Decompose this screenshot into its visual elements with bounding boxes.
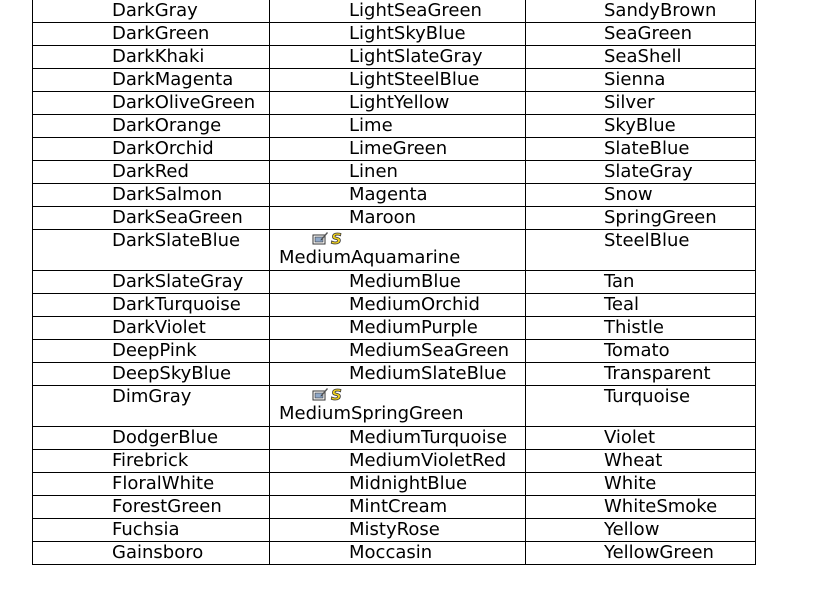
table-row bbox=[33, 23, 756, 46]
table-row bbox=[33, 519, 756, 542]
table-cell bbox=[270, 230, 526, 271]
table-row bbox=[33, 0, 756, 23]
table-row bbox=[33, 363, 756, 386]
color-names-table bbox=[32, 0, 756, 565]
cell-icons bbox=[279, 386, 525, 404]
table-cell: White bbox=[526, 473, 756, 496]
table-cell: DarkOrchid bbox=[33, 138, 270, 161]
table-cell bbox=[270, 386, 526, 427]
table-row bbox=[33, 69, 756, 92]
table-cell: SeaGreen bbox=[526, 23, 756, 46]
table-cell: Turquoise bbox=[526, 386, 756, 427]
table-cell: DimGray bbox=[33, 386, 270, 427]
table-cell: FloralWhite bbox=[33, 473, 270, 496]
table-cell: Magenta bbox=[270, 184, 526, 207]
table-cell: DarkSlateBlue bbox=[33, 230, 270, 271]
table-cell: LightSeaGreen bbox=[270, 0, 526, 23]
table-cell: Teal bbox=[526, 294, 756, 317]
table-cell: Tan bbox=[526, 271, 756, 294]
table-cell: DarkRed bbox=[33, 161, 270, 184]
table-cell: ForestGreen bbox=[33, 496, 270, 519]
table-cell: Maroon bbox=[270, 207, 526, 230]
table-row bbox=[33, 473, 756, 496]
table-row bbox=[33, 386, 756, 427]
table-row bbox=[33, 115, 756, 138]
table-cell: SlateGray bbox=[526, 161, 756, 184]
table-row bbox=[33, 317, 756, 340]
table-cell: SteelBlue bbox=[526, 230, 756, 271]
edit-icon[interactable] bbox=[312, 231, 328, 245]
table-cell: SpringGreen bbox=[526, 207, 756, 230]
table-cell: MediumBlue bbox=[270, 271, 526, 294]
table-cell: Tomato bbox=[526, 340, 756, 363]
table-cell: Linen bbox=[270, 161, 526, 184]
table-row bbox=[33, 450, 756, 473]
s-icon[interactable] bbox=[330, 231, 344, 246]
table-cell: Thistle bbox=[526, 317, 756, 340]
table-cell: DodgerBlue bbox=[33, 427, 270, 450]
svg-text:S: S bbox=[331, 231, 342, 246]
table-cell: MediumTurquoise bbox=[270, 427, 526, 450]
table-row bbox=[33, 184, 756, 207]
table-cell: SandyBrown bbox=[526, 0, 756, 23]
table-cell: MistyRose bbox=[270, 519, 526, 542]
table-cell: MediumSlateBlue bbox=[270, 363, 526, 386]
table-cell: MidnightBlue bbox=[270, 473, 526, 496]
edit-icon[interactable] bbox=[312, 387, 328, 401]
table-cell: DarkSeaGreen bbox=[33, 207, 270, 230]
table-cell: YellowGreen bbox=[526, 542, 756, 565]
table-cell: SeaShell bbox=[526, 46, 756, 69]
table-cell: DarkGray bbox=[33, 0, 270, 23]
table-row bbox=[33, 294, 756, 317]
table-cell: LightSteelBlue bbox=[270, 69, 526, 92]
table-cell: DeepSkyBlue bbox=[33, 363, 270, 386]
table-cell: DarkGreen bbox=[33, 23, 270, 46]
table-cell: DarkViolet bbox=[33, 317, 270, 340]
table-cell: Wheat bbox=[526, 450, 756, 473]
table-cell: DarkSlateGray bbox=[33, 271, 270, 294]
table-cell: SkyBlue bbox=[526, 115, 756, 138]
table-cell: DarkSalmon bbox=[33, 184, 270, 207]
table-cell: Firebrick bbox=[33, 450, 270, 473]
table-cell: Sienna bbox=[526, 69, 756, 92]
table-cell: Lime bbox=[270, 115, 526, 138]
table-row bbox=[33, 138, 756, 161]
table-cell: SlateBlue bbox=[526, 138, 756, 161]
table-row bbox=[33, 92, 756, 115]
table-cell: Silver bbox=[526, 92, 756, 115]
table-cell: WhiteSmoke bbox=[526, 496, 756, 519]
table-cell: Yellow bbox=[526, 519, 756, 542]
table-row bbox=[33, 207, 756, 230]
table-row bbox=[33, 542, 756, 565]
table-cell: MediumVioletRed bbox=[270, 450, 526, 473]
table-cell: MediumOrchid bbox=[270, 294, 526, 317]
table-row bbox=[33, 161, 756, 184]
s-icon[interactable] bbox=[330, 387, 344, 402]
table-cell: DeepPink bbox=[33, 340, 270, 363]
table-row bbox=[33, 230, 756, 271]
table-cell: DarkKhaki bbox=[33, 46, 270, 69]
cell-icons bbox=[279, 230, 525, 248]
table-cell: DarkOrange bbox=[33, 115, 270, 138]
table-body bbox=[33, 0, 756, 565]
cell-label: MediumSpringGreen bbox=[279, 403, 464, 424]
table-cell: MediumPurple bbox=[270, 317, 526, 340]
table-cell: Fuchsia bbox=[33, 519, 270, 542]
table-cell: Transparent bbox=[526, 363, 756, 386]
table-cell: Snow bbox=[526, 184, 756, 207]
table-cell: DarkTurquoise bbox=[33, 294, 270, 317]
table-row bbox=[33, 46, 756, 69]
table-cell: Moccasin bbox=[270, 542, 526, 565]
table-cell: LightYellow bbox=[270, 92, 526, 115]
table-cell: Violet bbox=[526, 427, 756, 450]
table-row bbox=[33, 340, 756, 363]
table-cell: LimeGreen bbox=[270, 138, 526, 161]
table-cell: MediumSeaGreen bbox=[270, 340, 526, 363]
table-row bbox=[33, 427, 756, 450]
table-cell: LightSkyBlue bbox=[270, 23, 526, 46]
table-row bbox=[33, 496, 756, 519]
table-cell: MintCream bbox=[270, 496, 526, 519]
table-cell: DarkMagenta bbox=[33, 69, 270, 92]
cell-label: MediumAquamarine bbox=[279, 247, 461, 268]
table-cell: Gainsboro bbox=[33, 542, 270, 565]
table-row bbox=[33, 271, 756, 294]
table-cell: LightSlateGray bbox=[270, 46, 526, 69]
svg-text:S: S bbox=[331, 387, 342, 402]
table-cell: DarkOliveGreen bbox=[33, 92, 270, 115]
